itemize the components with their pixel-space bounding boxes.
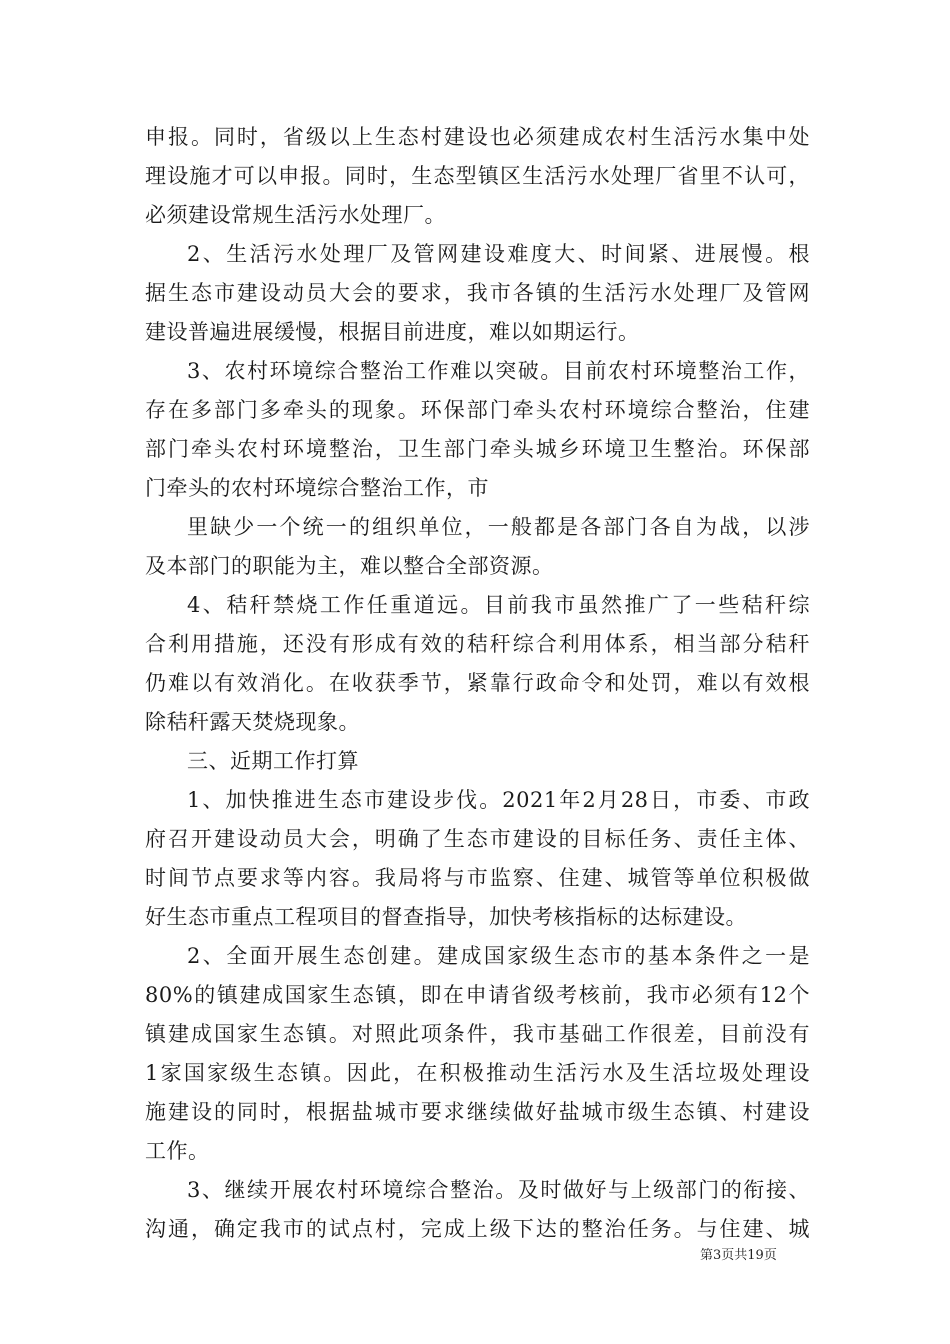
text-line: 存在多部门多牵头的现象。环保部门牵头农村环境综合整治，住建 (145, 398, 810, 422)
text-line: 必须建设常规生活污水处理厂。 (145, 203, 446, 227)
text-line: 4、秸秆禁烧工作任重道远。目前我市虽然推广了一些秸秆综 (187, 593, 810, 617)
text-line: 申报。同时，省级以上生态村建设也必须建成农村生活污水集中处 (145, 125, 810, 149)
text-line: 府召开建设动员大会，明确了生态市建设的目标任务、责任主体、 (145, 827, 810, 851)
text-line: 工作。 (145, 1139, 210, 1163)
text-line: 时间节点要求等内容。我局将与市监察、住建、城管等单位积极做 (145, 866, 810, 890)
text-line: 好生态市重点工程项目的督查指导，加快考核指标的达标建设。 (145, 905, 747, 929)
text-line: 2、全面开展生态创建。建成国家级生态市的基本条件之一是 (187, 944, 810, 968)
document-body (145, 118, 810, 1249)
text-line: 理设施才可以申报。同时，生态型镇区生活污水处理厂省里不认可， (145, 164, 810, 188)
text-line: 80%的镇建成国家生态镇，即在申请省级考核前，我市必须有12个 (145, 983, 810, 1007)
text-line: 1、加快推进生态市建设步伐。2021年2月28日，市委、市政 (187, 788, 810, 812)
text-line: 里缺少一个统一的组织单位，一般都是各部门各自为战，以涉 (187, 515, 810, 539)
text-line: 1家国家级生态镇。因此，在积极推动生活污水及生活垃圾处理设 (145, 1061, 810, 1085)
text-line: 及本部门的职能为主，难以整合全部资源。 (145, 554, 554, 578)
section-heading: 三、近期工作打算 (187, 749, 359, 773)
text-line: 沟通，确定我市的试点村，完成上级下达的整治任务。与住建、城 (145, 1217, 810, 1241)
text-line: 除秸秆露天焚烧现象。 (145, 710, 360, 734)
text-line: 门牵头的农村环境综合整治工作，市 (145, 476, 489, 500)
text-line: 2、生活污水处理厂及管网建设难度大、时间紧、进展慢。根 (187, 242, 810, 266)
text-line: 合利用措施，还没有形成有效的秸秆综合利用体系，相当部分秸秆 (145, 632, 810, 656)
text-line: 建设普遍进展缓慢，根据目前进度，难以如期运行。 (145, 320, 640, 344)
text-line: 部门牵头农村环境整治，卫生部门牵头城乡环境卫生整治。环保部 (145, 437, 810, 461)
text-line: 3、继续开展农村环境综合整治。及时做好与上级部门的衔接、 (187, 1178, 810, 1202)
text-line: 镇建成国家生态镇。对照此项条件，我市基础工作很差，目前没有 (145, 1022, 810, 1046)
text-line: 3、农村环境综合整治工作难以突破。目前农村环境整治工作， (187, 359, 810, 383)
text-line: 据生态市建设动员大会的要求，我市各镇的生活污水处理厂及管网 (145, 281, 810, 305)
text-line: 仍难以有效消化。在收获季节，紧靠行政命令和处罚，难以有效根 (145, 671, 810, 695)
text-line: 施建设的同时，根据盐城市要求继续做好盐城市级生态镇、村建设 (145, 1100, 810, 1124)
page-number: 第3页共19页 (700, 1248, 777, 1263)
